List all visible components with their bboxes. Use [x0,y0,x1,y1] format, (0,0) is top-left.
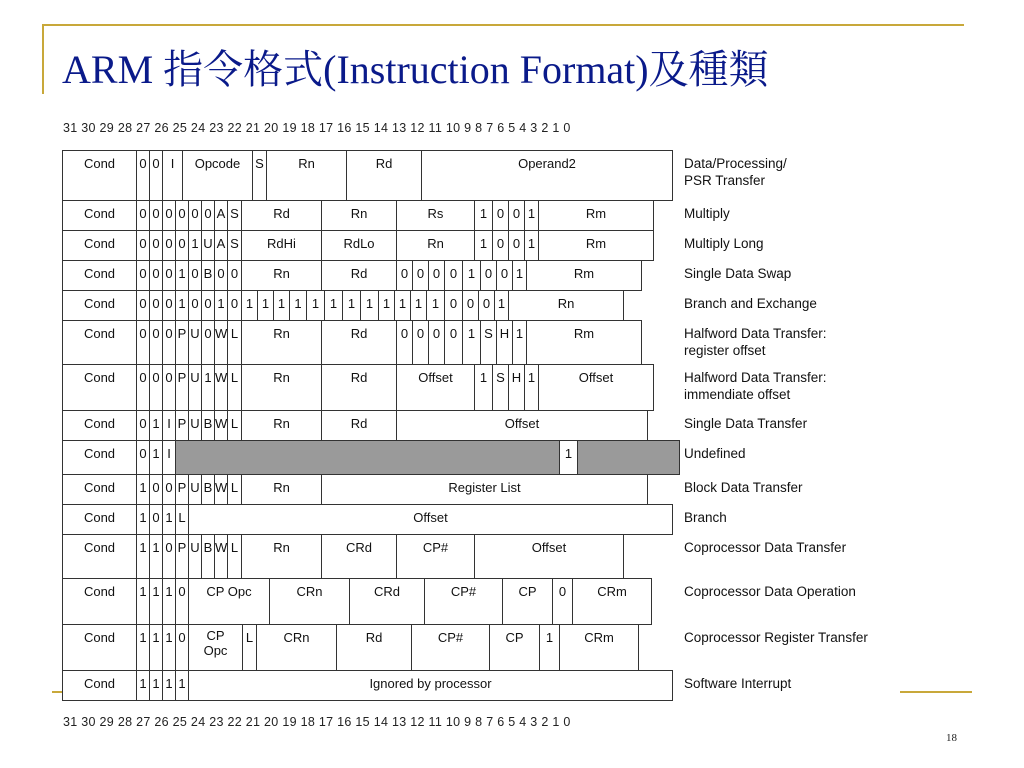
field-0: 0 [396,320,413,365]
format-description-line: Halfword Data Transfer: [684,370,827,385]
field-1: 1 [474,200,493,231]
field-u: U [188,410,202,441]
format-description [684,156,787,190]
field-0: 0 [136,440,150,475]
field-l: L [227,364,242,411]
field-cp: CP [502,578,553,625]
field-1: 1 [512,260,527,291]
field-1: 1 [136,670,150,701]
field-rd: Rd [321,260,397,291]
field-0: 0 [188,290,202,321]
footer-rule-right [900,691,972,693]
field-rd: Rd [346,150,422,201]
field-cp: CP# [411,624,490,671]
field-rd: Rd [241,200,322,231]
field-0: 0 [149,150,163,201]
field-rn: Rn [321,200,397,231]
field-1: 1 [426,290,445,321]
field-1: 1 [306,290,325,321]
field-cond: Cond [62,290,137,321]
format-description [684,296,817,313]
field-1: 1 [162,578,176,625]
field-0: 0 [136,260,150,291]
field-rd: Rd [321,410,397,441]
field-rn: Rn [396,230,475,261]
field-cond: Cond [62,504,137,535]
field-rdlo: RdLo [321,230,397,261]
field-p: P [175,474,189,505]
field-h: H [508,364,525,411]
format-description [684,416,807,433]
format-row [62,230,672,260]
field-crn: CRn [269,578,350,625]
format-description-line: Block Data Transfer [684,480,803,495]
field-rn: Rn [266,150,347,201]
format-row [62,200,672,230]
field-1: 1 [324,290,343,321]
field-offset: Offset [396,364,475,411]
field-1: 1 [539,624,560,671]
format-description-line: Single Data Transfer [684,416,808,431]
format-description [684,676,791,693]
field-0: 0 [428,260,445,291]
field-0: 0 [492,200,509,231]
field-u: U [188,320,202,365]
field-blank [175,440,560,475]
field-p: P [175,534,189,579]
field-u: U [188,534,202,579]
field-w: W [214,474,228,505]
field-rm: Rm [526,260,642,291]
field-1: 1 [559,440,578,475]
field-cond: Cond [62,200,137,231]
format-description [684,370,827,404]
title-rule [42,24,964,26]
field-0: 0 [188,260,202,291]
format-row [62,364,672,410]
field-i: I [162,440,176,475]
field-0: 0 [444,320,463,365]
field-p: P [175,410,189,441]
field-0: 0 [136,150,150,201]
field-cp: CP [489,624,540,671]
field-register-list: Register List [321,474,648,505]
field-rm: Rm [538,200,654,231]
format-row [62,410,672,440]
field-0: 0 [412,320,429,365]
field-0: 0 [149,230,163,261]
format-description-line: Undefined [684,446,746,461]
field-l: L [175,504,189,535]
field-offset: Offset [474,534,624,579]
field-0: 0 [149,290,163,321]
field-0: 0 [175,624,189,671]
field-0: 0 [162,534,176,579]
field-crd: CRd [349,578,425,625]
field-0: 0 [162,200,176,231]
field-1: 1 [289,290,307,321]
format-description [684,446,746,463]
field-1: 1 [214,290,228,321]
field-rn: Rn [241,320,322,365]
field-1: 1 [175,670,189,701]
field-0: 0 [396,260,413,291]
footer-rule-left [52,691,62,693]
field-cond: Cond [62,150,137,201]
field-l: L [227,320,242,365]
field-0: 0 [162,230,176,261]
format-description-line: Branch [684,510,727,525]
page-number: 18 [946,732,957,744]
field-cond: Cond [62,670,137,701]
slide-title: ARM 指令格式(Instruction Format)及種類 [62,47,769,92]
field-1: 1 [494,290,509,321]
field-0: 0 [162,260,176,291]
field-cond: Cond [62,364,137,411]
field-rs: Rs [396,200,475,231]
field-blank [577,440,680,475]
field-1: 1 [241,290,258,321]
field-0: 0 [162,474,176,505]
field-w: W [214,410,228,441]
field-0: 0 [462,290,479,321]
format-description [684,236,764,253]
field-a: A [214,200,228,231]
field-1: 1 [462,320,481,365]
field-operand2: Operand2 [421,150,673,201]
field-0: 0 [214,260,228,291]
field-rdhi: RdHi [241,230,322,261]
field-cond: Cond [62,260,137,291]
format-row [62,320,672,364]
field-1: 1 [188,230,202,261]
field-0: 0 [175,578,189,625]
field-0: 0 [149,260,163,291]
field-w: W [214,320,228,365]
format-description-line: Data/Processing/ [684,156,787,171]
format-description-line: Halfword Data Transfer: [684,326,827,341]
field-1: 1 [149,534,163,579]
field-1: 1 [136,534,150,579]
field-0: 0 [149,474,163,505]
format-description [684,584,856,601]
field-rn: Rn [241,534,322,579]
field-b: B [201,474,215,505]
field-1: 1 [136,624,150,671]
field-1: 1 [410,290,427,321]
field-rn: Rn [241,260,322,291]
field-1: 1 [257,290,274,321]
field-1: 1 [524,230,539,261]
field-u: U [188,364,202,411]
field-cp-opc: CP Opc [188,624,243,671]
field-b: B [201,410,215,441]
field-0: 0 [201,320,215,365]
field-l: L [227,474,242,505]
field-0: 0 [552,578,573,625]
field-cond: Cond [62,474,137,505]
field-0: 0 [201,200,215,231]
format-description-line: Coprocessor Data Transfer [684,540,847,555]
field-0: 0 [136,290,150,321]
field-1: 1 [512,320,527,365]
field-l: L [242,624,257,671]
field-0: 0 [444,260,463,291]
field-0: 0 [478,290,495,321]
field-1: 1 [149,440,163,475]
format-row [62,474,672,504]
field-rm: Rm [526,320,642,365]
field-1: 1 [524,200,539,231]
field-1: 1 [162,624,176,671]
field-1: 1 [175,260,189,291]
field-0: 0 [149,200,163,231]
field-0: 0 [201,290,215,321]
field-a: A [214,230,228,261]
field-cond: Cond [62,230,137,261]
field-1: 1 [474,230,493,261]
field-0: 0 [149,364,163,411]
field-cond: Cond [62,534,137,579]
field-cp-opc: CP Opc [188,578,270,625]
field-cond: Cond [62,624,137,671]
field-1: 1 [136,504,150,535]
field-b: B [201,260,215,291]
field-p: P [175,320,189,365]
field-cp: CP# [424,578,503,625]
bit-numbers-top: 31 30 29 28 27 26 25 24 23 22 21 20 19 18 17 16 15 14 13 12 11 10 9 8 7 6 5 4 3 2 1 0 [63,121,571,135]
field-0: 0 [149,504,163,535]
field-s: S [492,364,509,411]
field-i: I [162,150,183,201]
field-1: 1 [149,578,163,625]
format-description [684,480,803,497]
field-0: 0 [496,260,513,291]
field-1: 1 [136,578,150,625]
field-rd: Rd [321,320,397,365]
field-1: 1 [394,290,411,321]
format-row [62,670,672,700]
field-1: 1 [524,364,539,411]
field-1: 1 [378,290,395,321]
field-u: U [188,474,202,505]
field-1: 1 [149,624,163,671]
field-opcode: Opcode [182,150,253,201]
format-description-line: Coprocessor Register Transfer [684,630,868,645]
field-rn: Rn [241,364,322,411]
field-crn: CRn [256,624,337,671]
format-row [62,150,672,200]
format-description-line: Coprocessor Data Operation [684,584,856,599]
field-cond: Cond [62,440,137,475]
field-0: 0 [188,200,202,231]
field-1: 1 [175,290,189,321]
field-0: 0 [428,320,445,365]
field-rm: Rm [538,230,654,261]
field-rd: Rd [336,624,412,671]
field-0: 0 [136,230,150,261]
field-crm: CRm [559,624,639,671]
field-0: 0 [136,320,150,365]
title-left-rule [42,24,44,94]
field-crd: CRd [321,534,397,579]
field-rn: Rn [508,290,624,321]
field-0: 0 [492,230,509,261]
format-description [684,266,791,283]
format-description-line: Software Interrupt [684,676,792,691]
format-row [62,290,672,320]
field-0: 0 [508,200,525,231]
field-0: 0 [227,290,242,321]
field-ignored-by-processor: Ignored by processor [188,670,673,701]
field-1: 1 [201,364,215,411]
field-1: 1 [342,290,361,321]
field-0: 0 [162,320,176,365]
field-0: 0 [508,230,525,261]
format-description [684,206,730,223]
field-w: W [214,364,228,411]
field-rn: Rn [241,474,322,505]
field-w: W [214,534,228,579]
format-row [62,578,672,624]
field-0: 0 [136,410,150,441]
format-row [62,624,672,670]
field-1: 1 [136,474,150,505]
field-rn: Rn [241,410,322,441]
format-description-line: Single Data Swap [684,266,792,281]
bit-numbers-bottom: 31 30 29 28 27 26 25 24 23 22 21 20 19 18 17 16 15 14 13 12 11 10 9 8 7 6 5 4 3 2 1 0 [63,715,571,729]
format-description [684,326,827,360]
field-s: S [252,150,267,201]
format-description-line: Branch and Exchange [684,296,817,311]
field-u: U [201,230,215,261]
field-1: 1 [149,410,163,441]
field-1: 1 [162,504,176,535]
field-cond: Cond [62,410,137,441]
field-cond: Cond [62,578,137,625]
field-offset: Offset [396,410,648,441]
field-1: 1 [474,364,493,411]
format-description-line: register offset [684,342,766,358]
field-s: S [227,200,242,231]
format-description-line: PSR Transfer [684,172,766,188]
format-description-line: Multiply [684,206,730,221]
field-h: H [496,320,513,365]
field-rd: Rd [321,364,397,411]
field-0: 0 [162,364,176,411]
format-row [62,504,672,534]
field-l: L [227,410,242,441]
field-0: 0 [227,260,242,291]
field-offset: Offset [538,364,654,411]
field-crm: CRm [572,578,652,625]
field-p: P [175,364,189,411]
field-1: 1 [273,290,290,321]
field-0: 0 [175,230,189,261]
format-description [684,540,846,557]
field-offset: Offset [188,504,673,535]
field-1: 1 [360,290,379,321]
format-row [62,440,672,474]
field-0: 0 [175,200,189,231]
field-0: 0 [136,200,150,231]
format-row [62,260,672,290]
format-description [684,510,727,527]
field-b: B [201,534,215,579]
field-cond: Cond [62,320,137,365]
field-0: 0 [412,260,429,291]
field-s: S [480,320,497,365]
field-s: S [227,230,242,261]
field-1: 1 [162,670,176,701]
field-1: 1 [462,260,481,291]
format-description-line: immendiate offset [684,386,791,402]
field-0: 0 [149,320,163,365]
field-0: 0 [444,290,463,321]
field-cp: CP# [396,534,475,579]
field-0: 0 [480,260,497,291]
field-l: L [227,534,242,579]
format-row [62,534,672,578]
field-i: I [162,410,176,441]
format-description [684,630,868,647]
field-0: 0 [136,364,150,411]
field-1: 1 [149,670,163,701]
field-0: 0 [162,290,176,321]
format-description-line: Multiply Long [684,236,764,251]
